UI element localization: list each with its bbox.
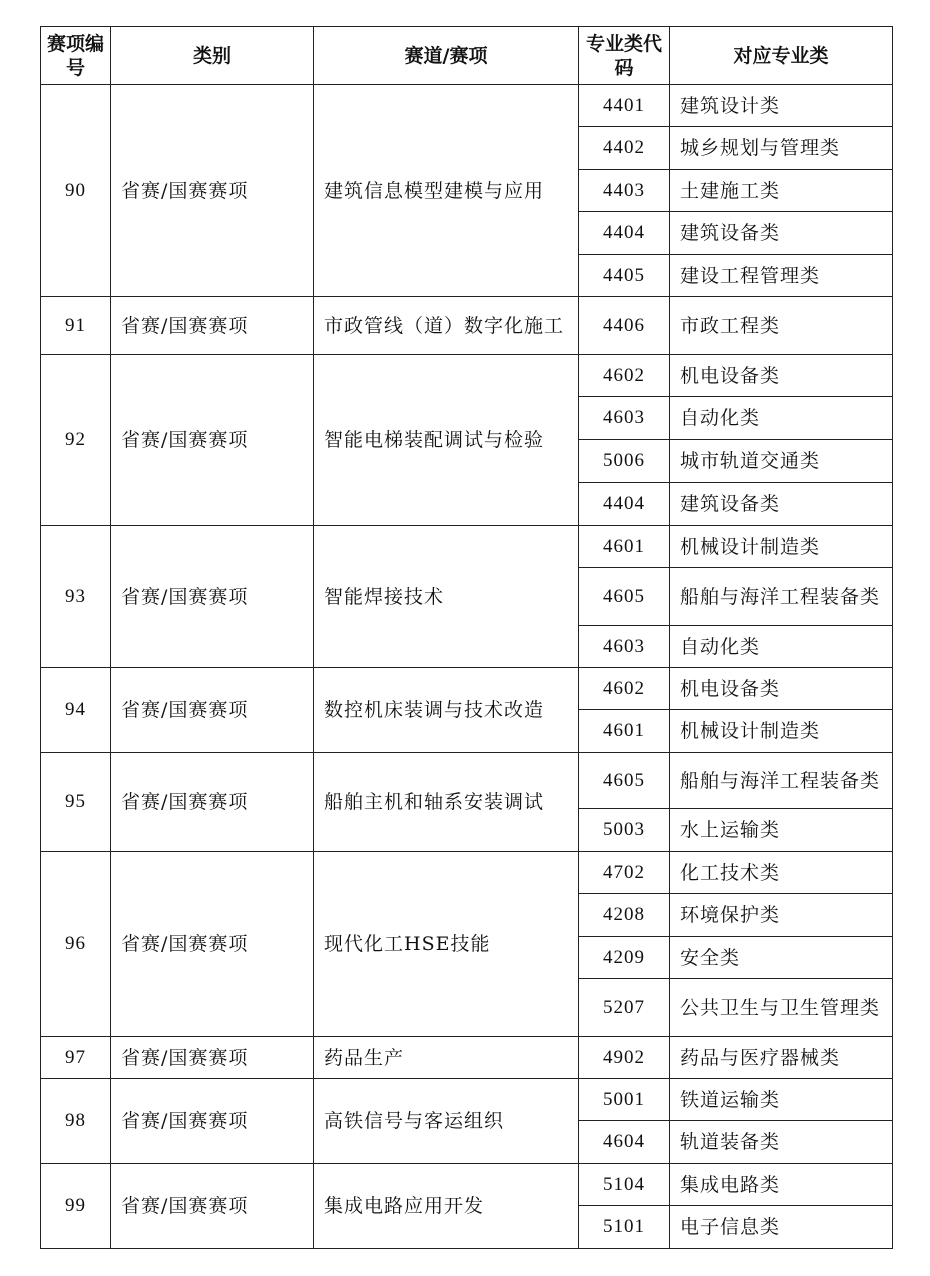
major-name: 机电设备类 <box>670 355 893 397</box>
competition-id: 95 <box>41 753 111 852</box>
competition-category: 省赛/国赛赛项 <box>111 852 314 1037</box>
competition-track: 高铁信号与客运组织 <box>314 1079 579 1164</box>
competition-track: 船舶主机和轴系安装调试 <box>314 753 579 852</box>
major-name: 公共卫生与卫生管理类 <box>670 979 893 1037</box>
major-name: 轨道装备类 <box>670 1121 893 1164</box>
major-code: 4902 <box>579 1037 670 1079</box>
competition-category: 省赛/国赛赛项 <box>111 355 314 526</box>
competition-id: 92 <box>41 355 111 526</box>
header-track: 赛道/赛项 <box>314 27 579 85</box>
competition-id: 90 <box>41 85 111 297</box>
competition-id: 93 <box>41 526 111 668</box>
major-code: 4403 <box>579 170 670 212</box>
competition-category: 省赛/国赛赛项 <box>111 297 314 355</box>
major-name: 自动化类 <box>670 626 893 668</box>
table-row <box>41 85 893 127</box>
major-code: 4605 <box>579 568 670 626</box>
competition-track: 药品生产 <box>314 1037 579 1079</box>
table-body <box>41 85 893 1249</box>
major-code: 4405 <box>579 255 670 297</box>
table-row <box>41 1164 893 1206</box>
competition-category: 省赛/国赛赛项 <box>111 668 314 753</box>
competition-track: 智能电梯装配调试与检验 <box>314 355 579 526</box>
header-major: 对应专业类 <box>670 27 893 85</box>
major-code: 4603 <box>579 397 670 440</box>
table-row <box>41 526 893 568</box>
major-code: 4402 <box>579 127 670 170</box>
major-name: 集成电路类 <box>670 1164 893 1206</box>
major-code: 4404 <box>579 212 670 255</box>
major-code: 4602 <box>579 668 670 710</box>
major-code: 4209 <box>579 937 670 979</box>
table-row <box>41 355 893 397</box>
competition-table <box>40 26 893 1249</box>
major-name: 城市轨道交通类 <box>670 440 893 483</box>
competition-category: 省赛/国赛赛项 <box>111 753 314 852</box>
competition-category: 省赛/国赛赛项 <box>111 526 314 668</box>
major-name: 建筑设备类 <box>670 483 893 526</box>
table-row <box>41 1079 893 1121</box>
competition-id: 94 <box>41 668 111 753</box>
competition-track: 建筑信息模型建模与应用 <box>314 85 579 297</box>
major-name: 城乡规划与管理类 <box>670 127 893 170</box>
competition-id: 98 <box>41 1079 111 1164</box>
major-code: 4406 <box>579 297 670 355</box>
major-code: 5104 <box>579 1164 670 1206</box>
competition-track: 智能焊接技术 <box>314 526 579 668</box>
major-name: 环境保护类 <box>670 894 893 937</box>
major-name: 市政工程类 <box>670 297 893 355</box>
major-name: 自动化类 <box>670 397 893 440</box>
competition-category: 省赛/国赛赛项 <box>111 85 314 297</box>
major-name: 建筑设备类 <box>670 212 893 255</box>
major-name: 机械设计制造类 <box>670 526 893 568</box>
header-id: 赛项编号 <box>41 27 111 85</box>
table-row <box>41 852 893 894</box>
major-code: 4702 <box>579 852 670 894</box>
table-row <box>41 753 893 809</box>
major-name: 药品与医疗器械类 <box>670 1037 893 1079</box>
header-category: 类别 <box>111 27 314 85</box>
major-name: 安全类 <box>670 937 893 979</box>
major-code: 5207 <box>579 979 670 1037</box>
major-name: 铁道运输类 <box>670 1079 893 1121</box>
header-code: 专业类代码 <box>579 27 670 85</box>
major-name: 化工技术类 <box>670 852 893 894</box>
major-name: 土建施工类 <box>670 170 893 212</box>
major-name: 船舶与海洋工程装备类 <box>670 753 893 809</box>
major-name: 船舶与海洋工程装备类 <box>670 568 893 626</box>
competition-category: 省赛/国赛赛项 <box>111 1164 314 1249</box>
competition-track: 现代化工HSE技能 <box>314 852 579 1037</box>
table-row <box>41 668 893 710</box>
competition-category: 省赛/国赛赛项 <box>111 1037 314 1079</box>
competition-track: 市政管线（道）数字化施工 <box>314 297 579 355</box>
table-row <box>41 297 893 355</box>
competition-id: 91 <box>41 297 111 355</box>
major-name: 建筑设计类 <box>670 85 893 127</box>
competition-id: 97 <box>41 1037 111 1079</box>
competition-track: 集成电路应用开发 <box>314 1164 579 1249</box>
competition-category: 省赛/国赛赛项 <box>111 1079 314 1164</box>
major-code: 5001 <box>579 1079 670 1121</box>
header-row <box>41 27 893 85</box>
major-code: 4605 <box>579 753 670 809</box>
major-name: 机电设备类 <box>670 668 893 710</box>
major-code: 4401 <box>579 85 670 127</box>
major-code: 4404 <box>579 483 670 526</box>
table-row <box>41 1037 893 1079</box>
major-name: 水上运输类 <box>670 809 893 852</box>
major-code: 4604 <box>579 1121 670 1164</box>
competition-id: 96 <box>41 852 111 1037</box>
major-code: 4208 <box>579 894 670 937</box>
major-name: 建设工程管理类 <box>670 255 893 297</box>
competition-id: 99 <box>41 1164 111 1249</box>
competition-track: 数控机床装调与技术改造 <box>314 668 579 753</box>
major-code: 4601 <box>579 526 670 568</box>
major-name: 机械设计制造类 <box>670 710 893 753</box>
major-name: 电子信息类 <box>670 1206 893 1249</box>
major-code: 5003 <box>579 809 670 852</box>
major-code: 5006 <box>579 440 670 483</box>
major-code: 5101 <box>579 1206 670 1249</box>
major-code: 4603 <box>579 626 670 668</box>
major-code: 4601 <box>579 710 670 753</box>
major-code: 4602 <box>579 355 670 397</box>
